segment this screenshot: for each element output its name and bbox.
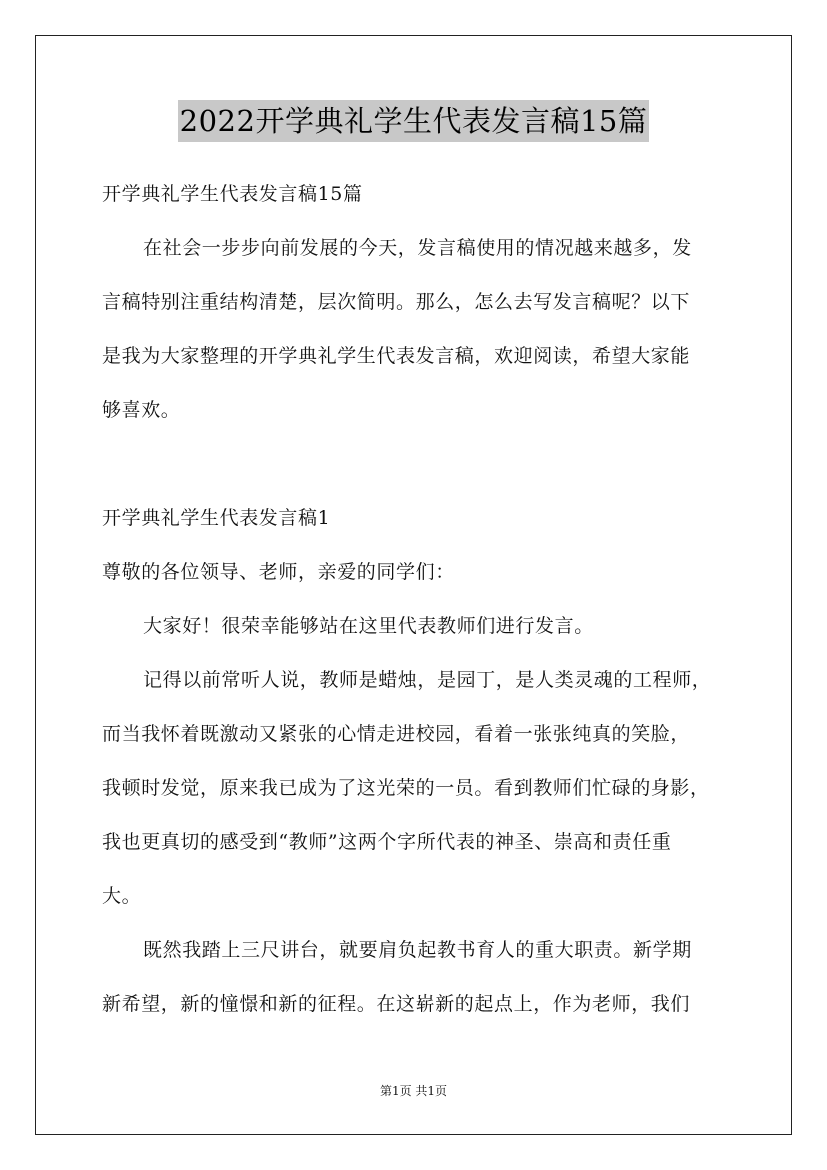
title-container: [0, 100, 827, 142]
document-subtitle: 开学典礼学生代表发言稿15篇: [102, 183, 363, 205]
paragraph2-line-1: 记得以前常听人说，教师是蜡烛，是园丁，是人类灵魂的工程师，: [143, 669, 712, 691]
intro-line-1: 在社会一步步向前发展的今天，发言稿使用的情况越来越多，发: [143, 237, 692, 259]
paragraph3-line-2: 新希望，新的憧憬和新的征程。在这崭新的起点上，作为老师，我们: [102, 993, 691, 1015]
page-footer: 第1页 共1页: [379, 1084, 448, 1098]
intro-line-2: 言稿特别注重结构清楚，层次简明。那么，怎么去写发言稿呢？以下: [102, 291, 691, 313]
paragraph3-line-1: 既然我踏上三尺讲台，就要肩负起教书育人的重大职责。新学期: [143, 939, 692, 961]
document-title: 2022开学典礼学生代表发言稿15篇: [178, 100, 650, 142]
section-heading: 开学典礼学生代表发言稿1: [102, 507, 331, 529]
salutation: 尊敬的各位领导、老师，亲爱的同学们：: [102, 561, 455, 583]
paragraph2-line-2: 而当我怀着既激动又紧张的心情走进校园，看着一张张纯真的笑脸，: [102, 723, 691, 745]
paragraph2-line-3: 我顿时发觉，原来我已成为了这光荣的一员。看到教师们忙碌的身影，: [102, 777, 710, 799]
intro-line-3: 是我为大家整理的开学典礼学生代表发言稿，欢迎阅读，希望大家能: [102, 345, 691, 367]
paragraph2-line-4: 我也更真切的感受到“教师”这两个字所代表的神圣、崇高和责任重: [102, 831, 672, 853]
intro-line-4: 够喜欢。: [102, 399, 181, 421]
paragraph2-line-5: 大。: [102, 885, 142, 907]
greeting-line: 大家好！很荣幸能够站在这里代表教师们进行发言。: [143, 615, 594, 637]
